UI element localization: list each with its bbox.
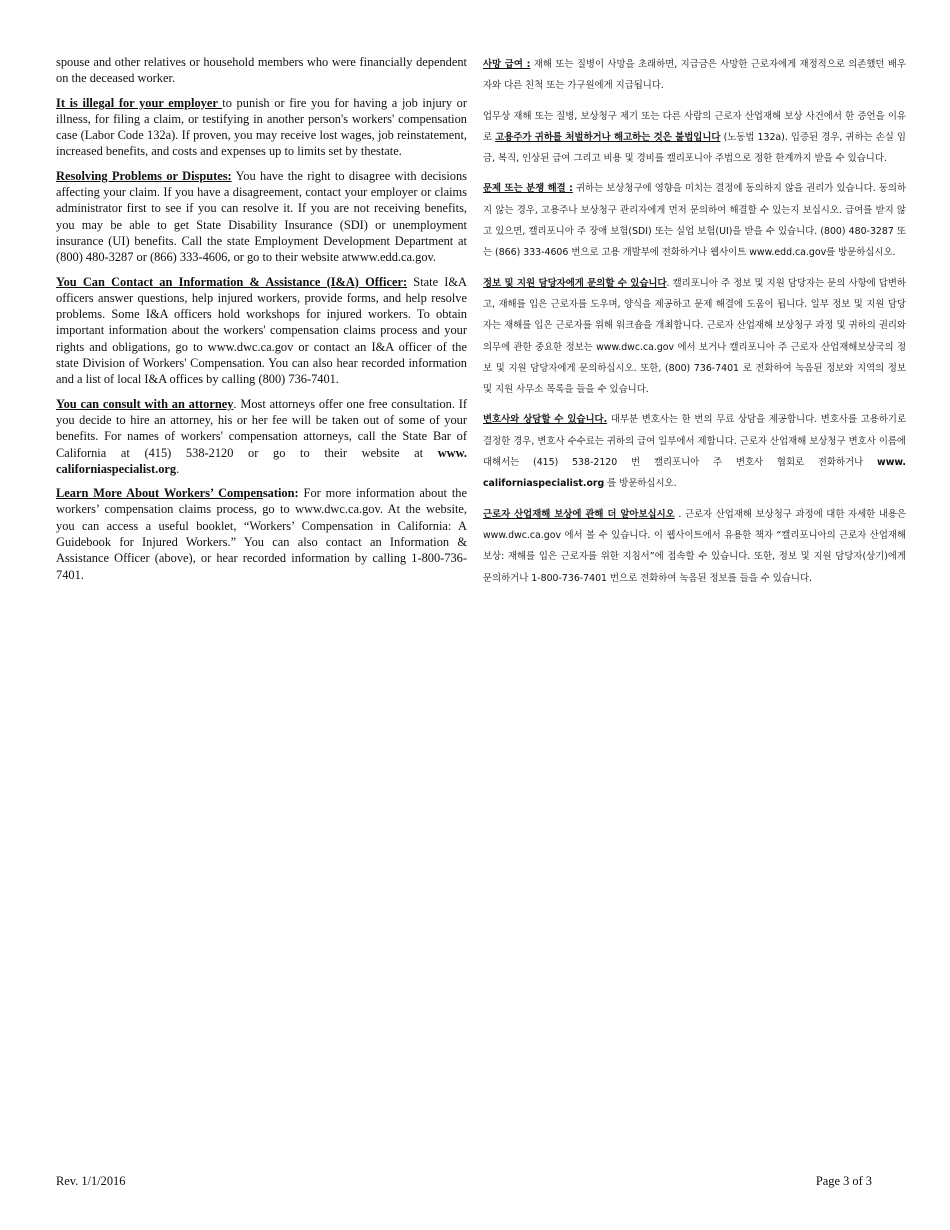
learn-more-paragraph [56, 485, 467, 583]
resolving-disputes-paragraph [56, 168, 467, 266]
website-link: www. californiaspecialist.org [56, 445, 467, 476]
ia-officer-paragraph [56, 274, 467, 388]
paragraph-heading: 고용주가 귀하를 처벌하거나 해고하는 것은 불법입니다 [495, 131, 721, 143]
paragraph-text: spouse and other relatives or household members who were financially dependent on the deceased worker. [56, 55, 467, 86]
paragraph-text: 대부분 변호사는 한 번의 무료 상담을 제공합니다. 변호사를 고용하기로 결정한 경우, 변호사 수수료는 귀하의 급여 일부에서 제합니다. 근로자 산업재해 보상청구 변호사 이름에 대해서는 (415) 538-2120 번 캘리포니아 주 변호사 협회로 전화하거나 [483, 414, 907, 469]
paragraph-text: to punish or fire you for having a job injury or illness, for filing a claim, or testifying in another person's workers' compensation case (Labor Code 132a). If proven, you may receive lost wages, job reinstatement, increased benefits, and costs and expenses up to limits set by thestate. [56, 95, 467, 159]
illegal-employer-paragraph-ko [483, 106, 906, 170]
paragraph-text: . 캘리포니아 주 정보 및 지원 담당자는 문의 사항에 답변하고, 재해를 입은 근로자를 도우며, 양식을 제공하고 문제 해결에 도움이 됩니다. 일부 정보 및 지원 담당자는 재해를 입은 근로자를 위해 워크숍을 개최합니다. 근로자 산업재해 보상청구 과정 및 귀하의 권리와 의무에 관한 중요한 정보는 www.dwc.ca.gov 에서 보거나 캘리포니아 주 근로자 산업재해보상국의 정보 및 지원 담당자에게 문의하십시오. 또한, (800) 736-7401 로 전화하여 녹음된 정보와 지역의 정보 및 지원 사무소 목록을 들을 수 있습니다. [483, 277, 906, 396]
paragraph-text: . Most attorneys offer one free consultation. If you decide to hire an attorney, his or her fee will be taken out of some of your benefits. For names of workers' compensation attorneys, call the State Bar of California at (415) 538-2120 or go to their website at [56, 396, 467, 460]
paragraph-text: State I&A officers answer questions, help injured workers, provide forms, and help resolve problems. Some I&A officers hold workshops for injured workers. To obtain important information about the workers' compensation claims process and your rights and obligations, go to www.dwc.ca.gov or contact an I&A officer of the state Division of Workers' Compensation. You can also hear recorded information and a list of local I&A offices by calling (800) 736-7401. [56, 274, 468, 387]
paragraph-heading: You Can Contact an Information & Assistance (I&A) Officer: [56, 274, 408, 289]
paragraph-heading: 정보 및 지원 담당자에게 문의할 수 있습니다 [483, 277, 667, 289]
page-number: Page 3 of 3 [815, 1174, 872, 1188]
illegal-employer-paragraph [56, 95, 467, 160]
paragraph-end: 를 방문하십시오. [604, 478, 677, 490]
paragraph-text: You have the right to disagree with decisions affecting your claim. If you have a disagreement, contact your employer or claims administrator first to see if you can resolve it. If you are not receiving benefits, you may be able to get State Disability Insurance (SDI) or unemployment insurance (UI) benefits. Call the state Employment Development Department at (800) 480-3287 or (866) 333-4606, or go to their website atwww.edd.ca.gov. [56, 168, 467, 265]
resolving-disputes-paragraph-ko [483, 178, 906, 263]
paragraph-heading: 변호사와 상담할 수 있습니다. [483, 414, 608, 426]
paragraph-heading: 문제 또는 분쟁 해결 : [483, 183, 573, 195]
paragraph-heading: Resolving Problems or Disputes: [56, 168, 232, 183]
paragraph-text: For more information about the workers’ compensation claims process, go to www.dwc.ca.gov. At the website, you can access a useful booklet, “Workers’ Compensation in California: A Guidebook for Injured Workers.” You can also contact an Information & Assistance Officer (above), or hear recorded information by calling 1-800-736-7401. [56, 486, 467, 582]
attorney-paragraph [56, 396, 467, 477]
paragraph-heading: 근로자 산업재해 보상에 관해 더 알아보십시오 [483, 508, 675, 520]
revision-date: Rev. 1/1/2016 [56, 1174, 126, 1188]
paragraph-heading: 사망 급여 : [483, 59, 531, 70]
paragraph-heading-tail: sation: [262, 486, 299, 501]
paragraph-text: (노동법 132a). 입증된 경우, 귀하는 손실 임금, 복직, 인상된 급여 그리고 비용 및 경비를 캘리포니아 주법으로 정한 한계까지 받을 수 있습니다. [483, 131, 906, 165]
death-benefits-paragraph-ko [483, 54, 906, 97]
english-column [56, 54, 467, 591]
attorney-paragraph-ko [483, 409, 906, 494]
paragraph-text: 재해 또는 질병이 사망을 초래하면, 지급금은 사망한 근로자에게 재정적으로 의존했던 배우자와 다른 친척 또는 가구원에게 지급됩니다. [483, 59, 906, 92]
paragraph-heading: It is illegal for your employer [56, 95, 223, 110]
korean-column [483, 54, 906, 598]
website-link: www. californiaspecialist.org [483, 457, 906, 490]
paragraph-text: 귀하는 보상청구에 영향을 미치는 결정에 동의하지 않을 권리가 있습니다. 동의하지 않는 경우, 고용주나 보상청구 관리자에게 먼저 문의하여 해결할 수 있는지 보십시오. 급여를 받지 않고 있으면, 캘리포니아 주 장애 보험(SDI) 또는 실업 보험(UI)을 받을 수 있습니다. (800) 480-3287 또는 (866) 333-4606 번으로 고용 개발부에 전화하거나 웹사이트 www.edd.ca.gov를 방문하십시오. [483, 183, 906, 259]
learn-more-paragraph-ko [483, 504, 906, 589]
paragraph-text: . 근로자 산업재해 보상청구 과정에 대한 자세한 내용은 www.dwc.ca.gov 에서 볼 수 있습니다. 이 웹사이트에서 유용한 책자 “캘리포니아의 근로자 산업재해 보상: 재해를 입은 근로자를 위한 지침서”에 접속할 수 있습니다. 또한, 정보 및 지원 담당자(상기)에게 문의하거나 1-800-736-7401 번으로 전화하여 녹음된 정보를 들을 수 있습니다. [483, 508, 907, 584]
paragraph-lead: 업무상 재해 또는 질병, 보상청구 제기 또는 다른 사람의 근로자 산업재해 보상 사건에서 한 증언을 이유로 [483, 110, 906, 143]
paragraph-end: . [176, 461, 180, 476]
death-benefits-continuation [56, 54, 467, 87]
ia-officer-paragraph-ko [483, 273, 906, 401]
paragraph-heading: You can consult with an attorney [56, 396, 234, 411]
paragraph-heading: Learn More About Workers’ Compen [56, 486, 263, 501]
